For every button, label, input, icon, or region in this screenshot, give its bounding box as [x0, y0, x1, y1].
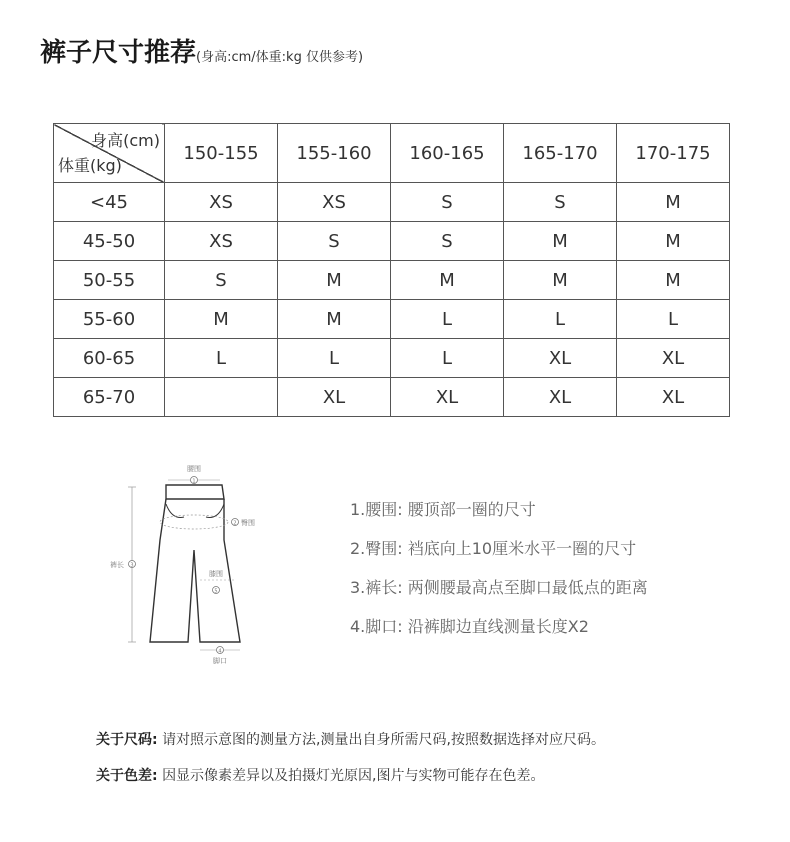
height-header: 160-165 [391, 124, 504, 183]
size-cell: XS [165, 183, 278, 222]
corner-weight-label: 体重(kg) [58, 156, 122, 175]
size-cell: L [165, 339, 278, 378]
color-note-label: 关于色差: [96, 768, 158, 784]
size-cell: L [391, 339, 504, 378]
page-title [40, 32, 363, 69]
length-label: 裤长 [110, 561, 124, 569]
measurement-item: 3.裤长: 两侧腰最高点至脚口最低点的距离 [350, 578, 648, 597]
table-row [54, 183, 730, 222]
size-cell: S [165, 261, 278, 300]
hem-label: 脚口 [213, 657, 227, 665]
corner-cell [54, 124, 165, 183]
size-cell: XS [165, 222, 278, 261]
weight-cell: 50-55 [54, 261, 165, 300]
marker-1-num: 1 [192, 478, 196, 485]
size-cell: XL [504, 378, 617, 417]
size-cell: L [617, 300, 730, 339]
size-cell: L [504, 300, 617, 339]
title-sub: (身高:cm/体重:kg 仅供参考) [196, 50, 364, 65]
size-cell: M [278, 300, 391, 339]
corner-height-label: 身高(cm) [91, 131, 160, 150]
size-note [96, 722, 605, 758]
table-row [54, 339, 730, 378]
measurement-list [350, 490, 648, 646]
size-cell: S [504, 183, 617, 222]
size-cell: M [391, 261, 504, 300]
size-cell: L [391, 300, 504, 339]
size-note-label: 关于尺码: [96, 732, 158, 748]
size-cell: XL [504, 339, 617, 378]
size-cell: XL [617, 339, 730, 378]
size-cell: M [617, 222, 730, 261]
weight-cell: 65-70 [54, 378, 165, 417]
height-header: 150-155 [165, 124, 278, 183]
pocket-left [166, 504, 184, 517]
size-cell [165, 378, 278, 417]
size-cell: S [391, 183, 504, 222]
color-note [96, 758, 605, 794]
pants-outline [150, 499, 240, 642]
size-cell: XS [278, 183, 391, 222]
size-cell: M [617, 183, 730, 222]
weight-cell: 55-60 [54, 300, 165, 339]
size-cell: S [391, 222, 504, 261]
waistband [166, 485, 224, 499]
weight-cell: 45-50 [54, 222, 165, 261]
pants-diagram [108, 460, 268, 670]
table-header-row [54, 124, 730, 183]
size-cell: M [165, 300, 278, 339]
notes-section [96, 722, 605, 794]
marker-2-num: 2 [233, 520, 237, 527]
measurement-item: 4.脚口: 沿裤脚边直线测量长度X2 [350, 617, 589, 636]
table-row [54, 300, 730, 339]
color-note-text: 因显示像素差异以及拍摄灯光原因,图片与实物可能存在色差。 [162, 768, 545, 784]
measurement-item: 1.腰围: 腰顶部一圈的尺寸 [350, 500, 536, 519]
waist-label: 腰围 [187, 465, 201, 473]
height-header: 165-170 [504, 124, 617, 183]
marker-5-num: 5 [214, 588, 218, 595]
size-cell: M [504, 222, 617, 261]
weight-cell: <45 [54, 183, 165, 222]
size-cell: M [504, 261, 617, 300]
weight-cell: 60-65 [54, 339, 165, 378]
size-cell: XL [617, 378, 730, 417]
table-row [54, 378, 730, 417]
marker-3-num: 3 [130, 562, 134, 569]
size-table [53, 123, 730, 417]
size-cell: XL [278, 378, 391, 417]
title-main: 裤子尺寸推荐 [40, 38, 197, 68]
size-note-text: 请对照示意图的测量方法,测量出自身所需尺码,按照数据选择对应尺码。 [162, 732, 605, 748]
hip-label: 臀围 [241, 519, 255, 527]
measurement-item: 2.臀围: 裆底向上10厘米水平一圈的尺寸 [350, 539, 637, 558]
height-header: 170-175 [617, 124, 730, 183]
size-cell: M [617, 261, 730, 300]
size-cell: L [278, 339, 391, 378]
height-header: 155-160 [278, 124, 391, 183]
table-row [54, 261, 730, 300]
marker-4-num: 4 [218, 648, 222, 655]
table-row [54, 222, 730, 261]
size-cell: M [278, 261, 391, 300]
size-cell: S [278, 222, 391, 261]
size-cell: XL [391, 378, 504, 417]
thigh-label: 膝围 [209, 570, 223, 578]
